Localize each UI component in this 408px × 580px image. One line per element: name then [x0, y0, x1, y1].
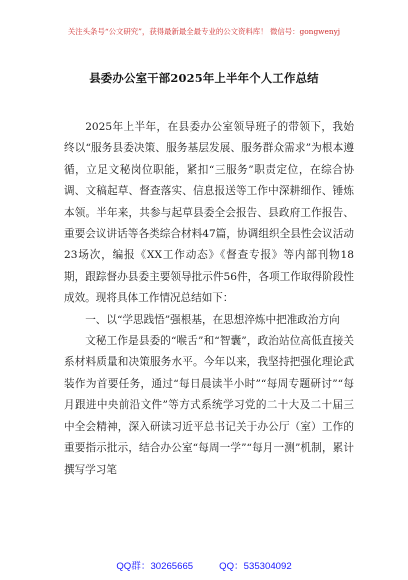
qq-number: QQ：535304092: [219, 561, 292, 572]
paragraph-section-1: 文秘工作是县委的“喉舌”和“智囊”，政治站位高低直接关系材料质量和决策服务水平。今年以来，我坚持把强化理论武装作为首要任务，通过“每日晨读半小时”“每周专题研讨”“每月跟进中央前沿文件”等方式系统学习党的二十大及二十届三中全会精神，深入研读习近平总书记关于办公厅（室）工作的重要指示批示，结合办公室“每周一学”“每月一测”机制，累计撰写学习笔: [64, 335, 354, 476]
section-heading-1: 一、以“学思践悟”强根基，在思想淬炼中把准政治方向: [85, 313, 340, 326]
qq-group: QQ群：30265665: [116, 561, 194, 572]
document-body: [64, 117, 354, 481]
paragraph-intro: 2025年上半年，在县委办公室领导班子的带领下，我始终以“服务县委决策、服务基层发展、服务群众需求”为根本遵循，立足文秘岗位职能，紧扣“三服务”职责定位，在综合协调、文稿起草、督查落实、信息报送等工作中深耕细作、锤炼本领。半年来，共参与起草县委全会报告、县政府工作报告、重要会议讲话等各类综合材料47篇，协调组织全县性会议活动23场次，编报《XX工作动态》《督查专报》等内部刊物18期，跟踪督办县委主要领导批示件56件，各项工作取得阶段性成效。现将具体工作情况总结如下：: [64, 121, 354, 305]
footer-contact: [0, 558, 408, 572]
document-title: 县委办公室干部2025年上半年个人工作总结: [89, 71, 319, 85]
header-banner: 关注头条号“公文研究”，获得最新最全最专业的公文资料库！ 微信号：gongwenyj: [67, 27, 341, 36]
